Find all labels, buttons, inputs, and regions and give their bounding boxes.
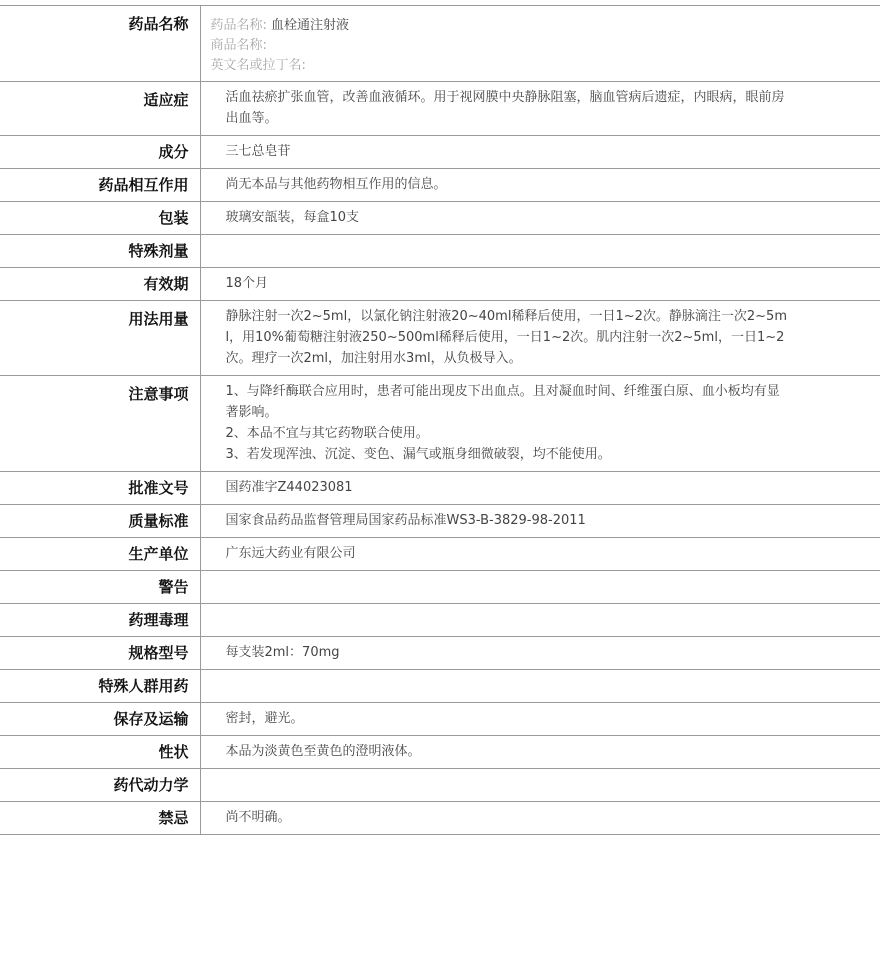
quality-standard-label: 质量标准 bbox=[0, 505, 200, 538]
special-dosage-label: 特殊剂量 bbox=[0, 235, 200, 268]
specification-paragraph: 每支装2ml：70mg bbox=[225, 645, 340, 660]
drug-info-table bbox=[0, 5, 880, 835]
quality-standard-row bbox=[0, 505, 880, 538]
manufacturer-label: 生产单位 bbox=[0, 538, 200, 571]
approval-number-row bbox=[0, 472, 880, 505]
pharmacology-toxicology-value bbox=[200, 604, 880, 637]
indications-paragraph: 活血祛瘀扩张血管，改善血液循环。用于视网膜中央静脉阻塞，脑血管病后遗症，内眼病，眼前房出血等。 bbox=[225, 90, 785, 126]
approval-number-value bbox=[200, 472, 880, 505]
pharmacokinetics-row bbox=[0, 769, 880, 802]
specification-value bbox=[200, 637, 880, 670]
shelf-life-value bbox=[200, 268, 880, 301]
contraindications-paragraph: 尚不明确。 bbox=[225, 810, 291, 825]
basic-info-header: 药品名称 bbox=[0, 6, 200, 82]
ingredients-row bbox=[0, 136, 880, 169]
drug-interactions-row bbox=[0, 169, 880, 202]
ingredients-label: 成分 bbox=[0, 136, 200, 169]
specification-row bbox=[0, 637, 880, 670]
storage-transport-value bbox=[200, 703, 880, 736]
special-dosage-row bbox=[0, 235, 880, 268]
packaging-label: 包装 bbox=[0, 202, 200, 235]
storage-transport-label: 保存及运输 bbox=[0, 703, 200, 736]
latin-name-label: 英文名或拉丁名: bbox=[210, 58, 306, 73]
ingredients-paragraph: 三七总皂苷 bbox=[225, 144, 291, 159]
dosage-usage-row bbox=[0, 301, 880, 376]
drug-interactions-value bbox=[200, 169, 880, 202]
packaging-paragraph: 玻璃安瓿装，每盒10支 bbox=[225, 210, 360, 225]
info-rows bbox=[0, 82, 880, 835]
contraindications-row bbox=[0, 802, 880, 835]
pharmacology-toxicology-label: 药理毒理 bbox=[0, 604, 200, 637]
precautions-value bbox=[200, 376, 880, 472]
indications-label: 适应症 bbox=[0, 82, 200, 136]
specification-label: 规格型号 bbox=[0, 637, 200, 670]
warnings-label: 警告 bbox=[0, 571, 200, 604]
packaging-value bbox=[200, 202, 880, 235]
approval-number-paragraph: 国药准字Z44023081 bbox=[225, 480, 353, 495]
dosage-usage-value bbox=[200, 301, 880, 376]
precautions-paragraph: 2、本品不宜与其它药物联合使用。 bbox=[225, 426, 429, 441]
appearance-label: 性状 bbox=[0, 736, 200, 769]
special-populations-value bbox=[200, 670, 880, 703]
approval-number-label: 批准文号 bbox=[0, 472, 200, 505]
dosage-usage-paragraph: 静脉注射一次2~5ml，以氯化钠注射液20~40ml稀释后使用，一日1~2次。静脉滴注一次2~5ml，用10%葡萄糖注射液250~500ml稀释后使用，一日1~2次。肌内注射一次2~5ml，一日1~2次。理疗一次2ml，加注射用水3ml，从负极导入。 bbox=[225, 309, 787, 366]
warnings-row bbox=[0, 571, 880, 604]
storage-transport-paragraph: 密封，避光。 bbox=[225, 711, 304, 726]
special-dosage-value bbox=[200, 235, 880, 268]
quality-standard-paragraph: 国家食品药品监督管理局国家药品标准WS3-B-3829-98-2011 bbox=[225, 513, 586, 528]
contraindications-value bbox=[200, 802, 880, 835]
manufacturer-value bbox=[200, 538, 880, 571]
storage-transport-row bbox=[0, 703, 880, 736]
pharmacokinetics-label: 药代动力学 bbox=[0, 769, 200, 802]
appearance-row bbox=[0, 736, 880, 769]
pharmacology-toxicology-row bbox=[0, 604, 880, 637]
precautions-paragraph: 3、若发现浑浊、沉淀、变色、漏气或瓶身细微破裂，均不能使用。 bbox=[225, 447, 611, 462]
warnings-value bbox=[200, 571, 880, 604]
manufacturer-row bbox=[0, 538, 880, 571]
shelf-life-label: 有效期 bbox=[0, 268, 200, 301]
drug-interactions-label: 药品相互作用 bbox=[0, 169, 200, 202]
manufacturer-paragraph: 广东远大药业有限公司 bbox=[225, 546, 356, 561]
indications-row bbox=[0, 82, 880, 136]
special-populations-row bbox=[0, 670, 880, 703]
packaging-row bbox=[0, 202, 880, 235]
appearance-value bbox=[200, 736, 880, 769]
basic-info-cell bbox=[200, 6, 880, 82]
precautions-label: 注意事项 bbox=[0, 376, 200, 472]
drug-name-line bbox=[211, 16, 861, 36]
shelf-life-paragraph: 18个月 bbox=[225, 276, 269, 291]
shelf-life-row bbox=[0, 268, 880, 301]
appearance-paragraph: 本品为淡黄色至黄色的澄明液体。 bbox=[225, 744, 421, 759]
precautions-paragraph: 1、与降纤酶联合应用时，患者可能出现皮下出血点。且对凝血时间、纤维蛋白原、血小板均有显著影响。 bbox=[225, 384, 780, 420]
contraindications-label: 禁忌 bbox=[0, 802, 200, 835]
dosage-usage-label: 用法用量 bbox=[0, 301, 200, 376]
indications-value bbox=[200, 82, 880, 136]
drug-name-value: 血栓通注射液 bbox=[271, 18, 350, 33]
drug-interactions-paragraph: 尚无本品与其他药物相互作用的信息。 bbox=[225, 177, 447, 192]
special-populations-label: 特殊人群用药 bbox=[0, 670, 200, 703]
quality-standard-value bbox=[200, 505, 880, 538]
ingredients-value bbox=[200, 136, 880, 169]
trade-name-line bbox=[211, 36, 861, 56]
pharmacokinetics-value bbox=[200, 769, 880, 802]
drug-name-label: 药品名称: bbox=[210, 18, 267, 33]
precautions-row bbox=[0, 376, 880, 472]
basic-info-row bbox=[0, 6, 880, 82]
latin-name-line bbox=[211, 56, 861, 76]
trade-name-label: 商品名称: bbox=[210, 38, 267, 53]
